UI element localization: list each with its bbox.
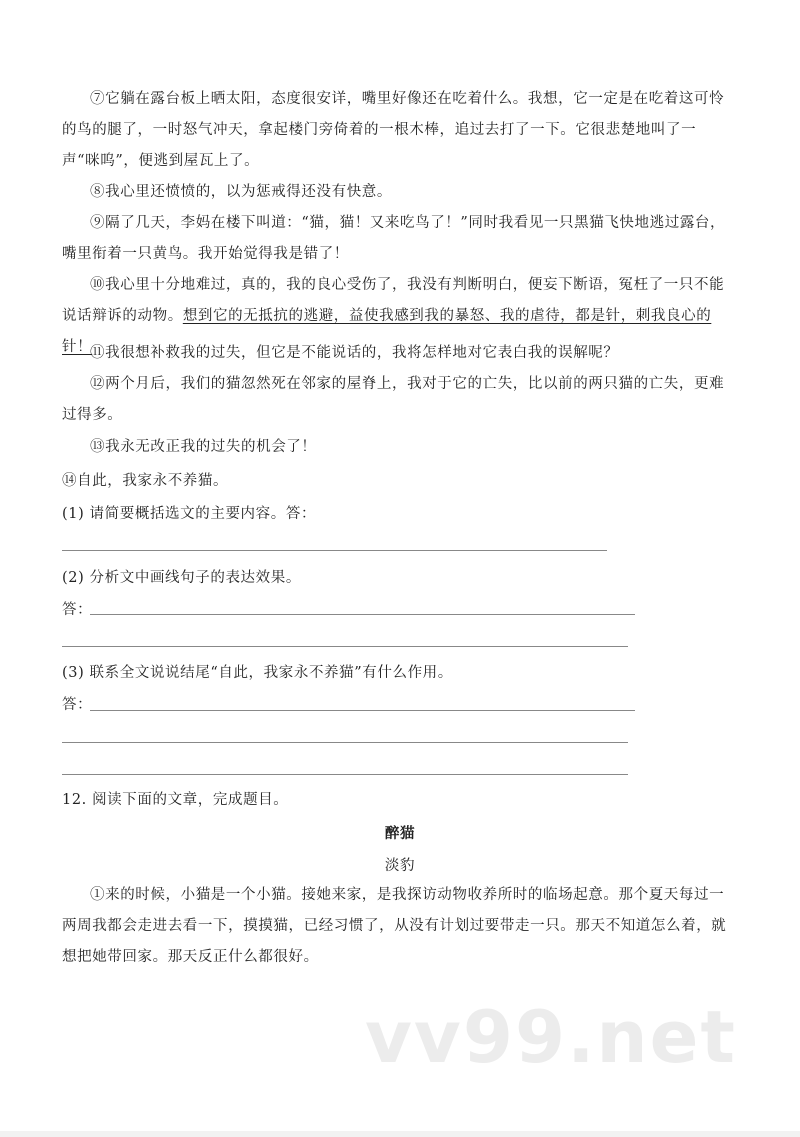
answer-line-2a[interactable] bbox=[90, 614, 635, 615]
question-3: (3) 联系全文说说结尾“自此，我家永不养猫”有什么作用。 bbox=[62, 665, 453, 681]
underlined-sentence: 想到它的无抵抗的逃避，益使我感到我的暴怒、我的虐待，都是针，刺我良心的针！ bbox=[62, 308, 712, 355]
paragraph-8: ⑧我心里还愤愤的，以为惩戒得还没有快意。 bbox=[90, 184, 392, 200]
answer-line-3a[interactable] bbox=[90, 710, 635, 711]
answer-line-3c[interactable] bbox=[62, 774, 628, 775]
answer-line-2b[interactable] bbox=[62, 646, 628, 647]
paragraph-14: ⑭自此，我家永不养猫。 bbox=[62, 473, 229, 489]
paragraph-13: ⑬我永无改正我的过失的机会了！ bbox=[90, 439, 317, 455]
paragraph-11: ⑪我很想补救我的过失，但它是不能说话的，我将怎样地对它表白我的误解呢？ bbox=[90, 345, 619, 361]
paragraph-9: ⑨隔了几天，李妈在楼下叫道：“猫，猫！又来吃鸟了！”同时我看见一只黑猫飞快地逃过露台，嘴里衔着一只黄鸟。我开始觉得我是错了！ bbox=[62, 215, 726, 262]
article-paragraph-1: ①来的时候，小猫是一个小猫。接她来家，是我探访动物收养所时的临场起意。那个夏天每过一两周我都会走进去看一下，摸摸猫，已经习惯了，从没有计划过要带走一只。那天不知道怎么着，就想把她带回家。那天反正什么都很好。 bbox=[62, 887, 727, 965]
watermark: vv99.net bbox=[365, 995, 737, 1079]
paragraph-7: ⑦它躺在露台板上晒太阳，态度很安详，嘴里好像还在吃着什么。我想，它一定是在吃着这可怜的鸟的腿了，一时怒气冲天，拿起楼门旁倚着的一根木棒，追过去打了一下。它很悲楚地叫了一声“咪呜”，便逃到屋瓦上了。 bbox=[62, 91, 725, 169]
paragraph-12: ⑫两个月后，我们的猫忽然死在邻家的屋脊上，我对于它的亡失，比以前的两只猫的亡失，更难过得多。 bbox=[62, 376, 725, 423]
question-3-answer-label: 答： bbox=[62, 697, 93, 713]
question-1: (1) 请简要概括选文的主要内容。答： bbox=[62, 506, 317, 522]
article-author: 淡豹 bbox=[384, 858, 416, 874]
question-2: (2) 分析文中画线句子的表达效果。 bbox=[62, 570, 301, 586]
page-bottom-edge bbox=[0, 1131, 800, 1137]
article-title: 醉猫 bbox=[384, 825, 416, 842]
answer-line-3b[interactable] bbox=[62, 742, 628, 743]
question-2-answer-label: 答： bbox=[62, 602, 93, 618]
section-12-heading: 12. 阅读下面的文章，完成题目。 bbox=[62, 792, 289, 808]
answer-line-1[interactable] bbox=[62, 550, 607, 551]
paragraph-10-text: ⑩我心里十分地难过，真的，我的良心受伤了，我没有判断明白，便妄下断语，冤枉了一只不能说话辩诉的动物。 bbox=[62, 277, 725, 324]
